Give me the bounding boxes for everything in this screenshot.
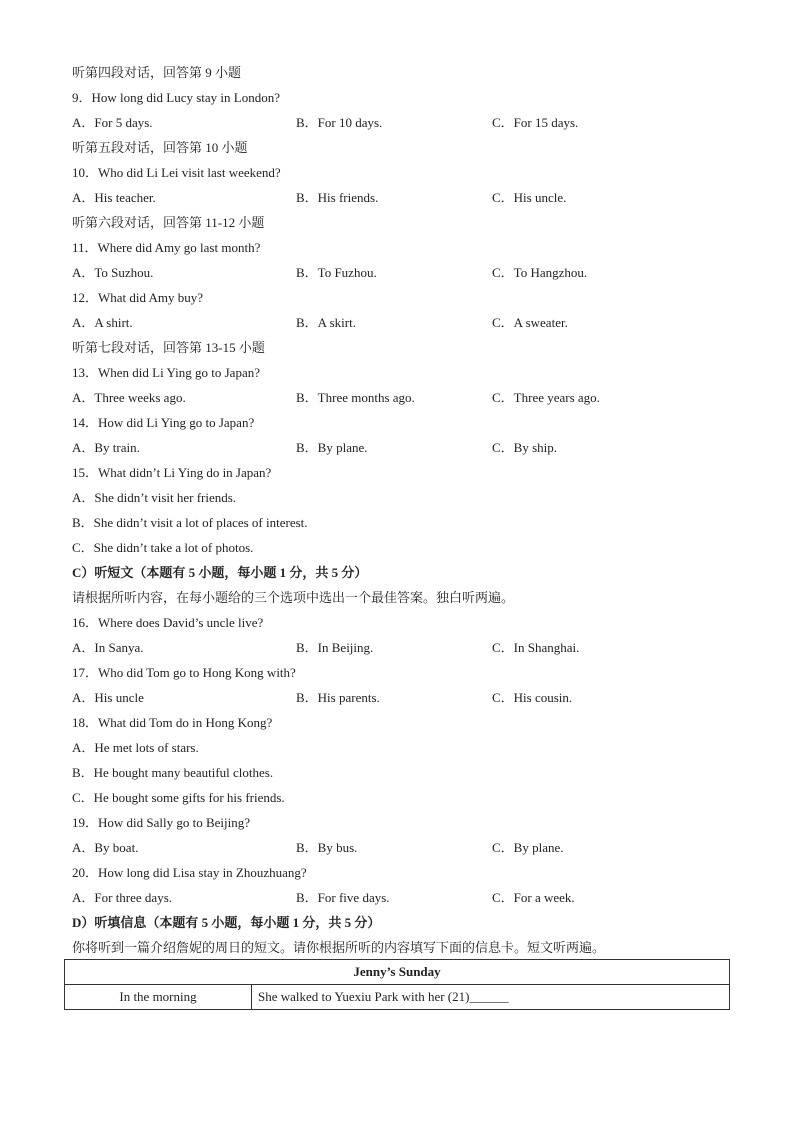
option-b: B．By plane. (296, 440, 368, 455)
question-text: 20．How long did Lisa stay in Zhouzhuang? (72, 865, 307, 880)
option-c: C．His uncle. (492, 190, 567, 205)
answer-options-row (72, 110, 732, 135)
instruction-text: A．He met lots of stars. (72, 740, 199, 755)
instruction-text: 你将听到一篇介绍詹妮的周日的短文。请你根据所听的内容填写下面的信息卡。短文听两遍。 (72, 940, 606, 955)
question-text: 16．Where does David’s uncle live? (72, 615, 264, 630)
instruction-text: 请根据所听内容，在每小题给的三个选项中选出一个最佳答案。独白听两遍。 (72, 590, 515, 605)
question-text: 15．What didn’t Li Ying do in Japan? (72, 465, 272, 480)
section-heading: D）听填信息（本题有 5 小题，每小题 1 分，共 5 分） (72, 915, 381, 930)
question-text: 18．What did Tom do in Hong Kong? (72, 715, 273, 730)
option-b: B．His friends. (296, 190, 379, 205)
instruction-text: 听第五段对话，回答第 10 小题 (72, 140, 248, 155)
instruction-text: 听第四段对话，回答第 9 小题 (72, 65, 242, 80)
instruction-text: A．She didn’t visit her friends. (72, 490, 237, 505)
option-b: B．A skirt. (296, 315, 356, 330)
answer-options-row (72, 310, 732, 335)
question-text: 17．Who did Tom go to Hong Kong with? (72, 665, 296, 680)
info-card-table (64, 959, 730, 1010)
option-c: C．A sweater. (492, 315, 568, 330)
option-c: C．In Shanghai. (492, 640, 580, 655)
option-a: A．By train. (72, 440, 140, 455)
option-a: A．For three days. (72, 890, 173, 905)
option-a: A．A shirt. (72, 315, 133, 330)
option-c: C．By ship. (492, 440, 558, 455)
option-b: B．His parents. (296, 690, 380, 705)
answer-options-row (72, 260, 732, 285)
instruction-text: C．She didn’t take a lot of photos. (72, 540, 254, 555)
instruction-text: B．She didn’t visit a lot of places of interest. (72, 515, 308, 530)
instruction-text: B．He bought many beautiful clothes. (72, 765, 274, 780)
table-row-value: She walked to Yuexiu Park with her (21)______ (252, 985, 730, 1010)
question-text: 12．What did Amy buy? (72, 290, 204, 305)
question-text: 10．Who did Li Lei visit last weekend? (72, 165, 281, 180)
option-b: B．To Fuzhou. (296, 265, 377, 280)
answer-options-row (72, 435, 732, 460)
option-b: B．In Beijing. (296, 640, 374, 655)
question-text: 14．How did Li Ying go to Japan? (72, 415, 255, 430)
instruction-text: 听第七段对话，回答第 13-15 小题 (72, 340, 265, 355)
option-c: C．Three years ago. (492, 390, 600, 405)
answer-options-row (72, 635, 732, 660)
option-a: A．In Sanya. (72, 640, 144, 655)
option-b: B．For five days. (296, 890, 390, 905)
answer-options-row (72, 685, 732, 710)
option-c: C．To Hangzhou. (492, 265, 588, 280)
question-text: 11．Where did Amy go last month? (72, 240, 261, 255)
instruction-text: C．He bought some gifts for his friends. (72, 790, 285, 805)
option-a: A．For 5 days. (72, 115, 153, 130)
option-a: A．His teacher. (72, 190, 156, 205)
option-a: A．Three weeks ago. (72, 390, 186, 405)
answer-options-row (72, 185, 732, 210)
option-a: A．By boat. (72, 840, 139, 855)
option-c: C．By plane. (492, 840, 564, 855)
table-row-label: In the morning (65, 985, 252, 1010)
option-b: B．Three months ago. (296, 390, 415, 405)
option-a: A．His uncle (72, 690, 144, 705)
option-c: C．For a week. (492, 890, 575, 905)
section-heading: C）听短文（本题有 5 小题，每小题 1 分，共 5 分） (72, 565, 368, 580)
option-c: C．For 15 days. (492, 115, 579, 130)
option-c: C．His cousin. (492, 690, 573, 705)
question-text: 9．How long did Lucy stay in London? (72, 90, 280, 105)
table-title: Jenny’s Sunday (65, 960, 730, 985)
question-text: 13．When did Li Ying go to Japan? (72, 365, 260, 380)
document-page (72, 60, 732, 960)
option-b: B．For 10 days. (296, 115, 383, 130)
instruction-text: 听第六段对话，回答第 11-12 小题 (72, 215, 265, 230)
question-text: 19．How did Sally go to Beijing? (72, 815, 251, 830)
option-a: A．To Suzhou. (72, 265, 154, 280)
answer-options-row (72, 885, 732, 910)
option-b: B．By bus. (296, 840, 358, 855)
answer-options-row (72, 385, 732, 410)
answer-options-row (72, 835, 732, 860)
